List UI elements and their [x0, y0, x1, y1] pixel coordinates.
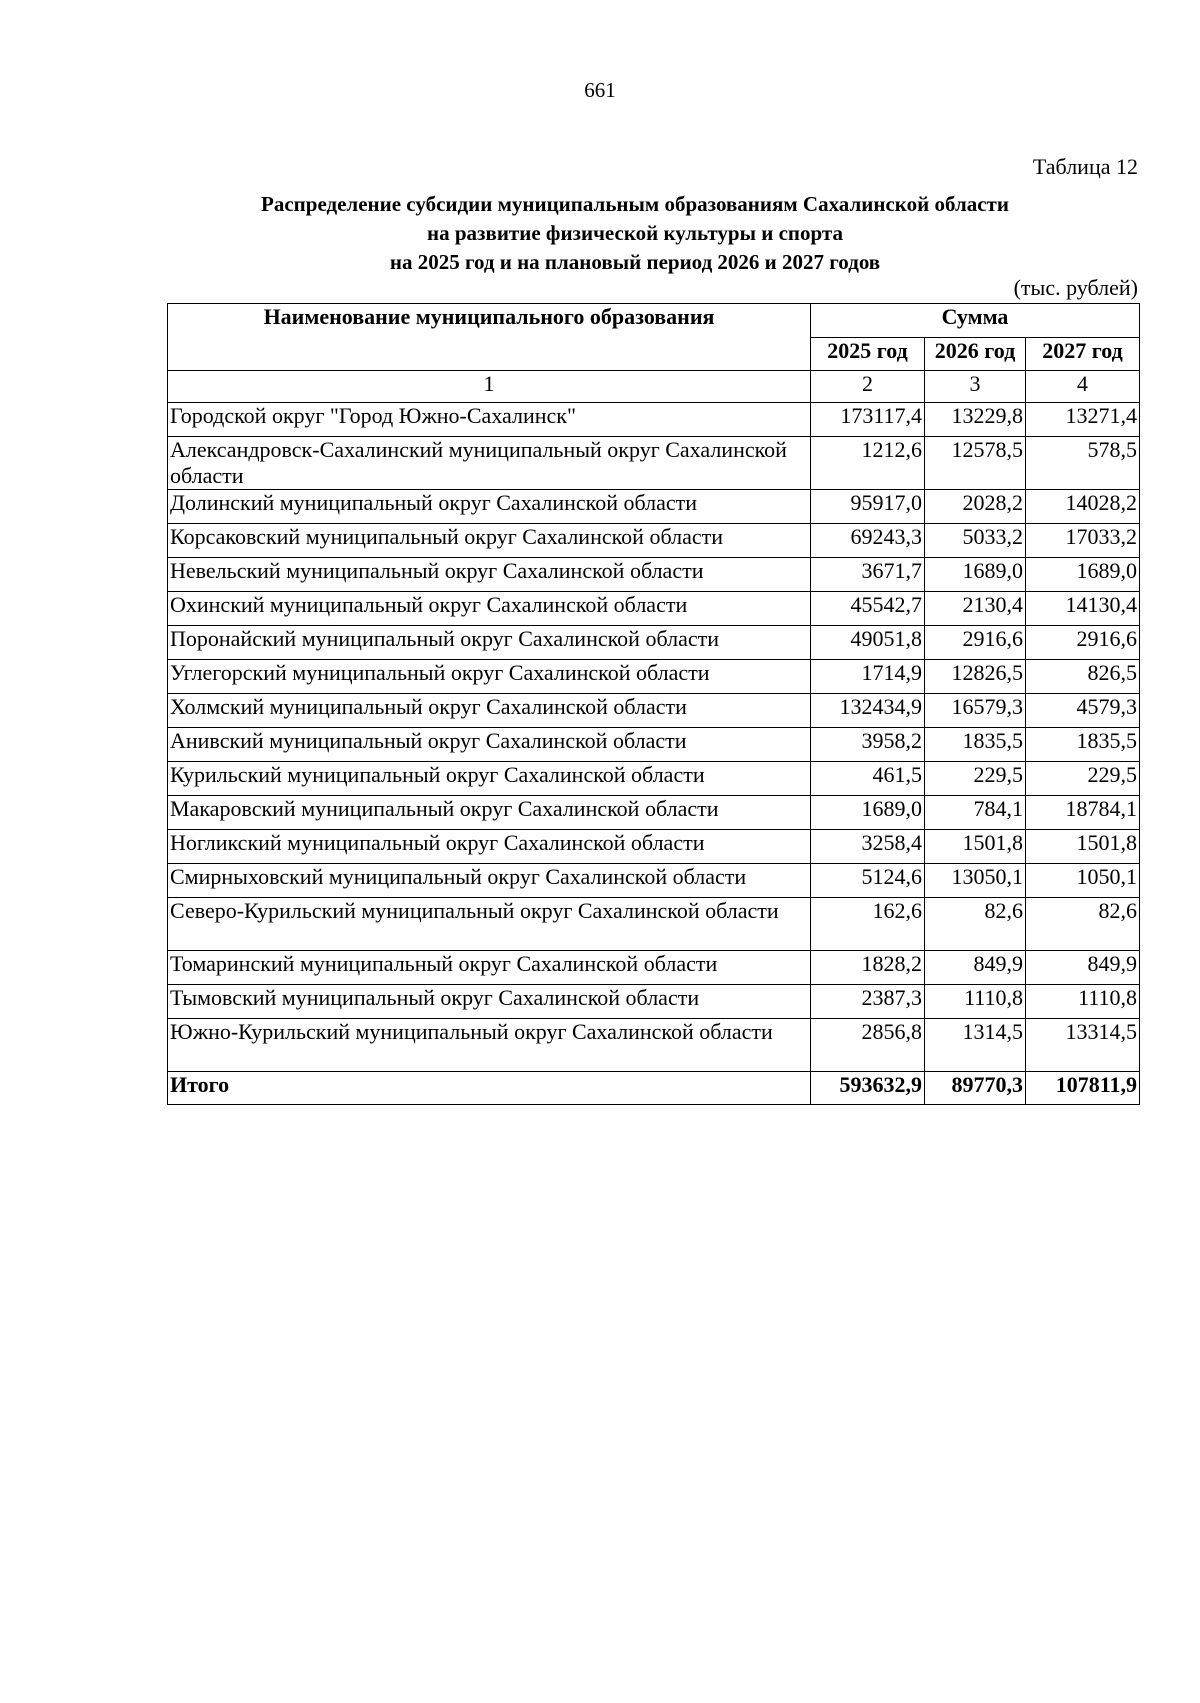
header-2025: 2025 год: [811, 338, 925, 371]
value-2025: 1212,6: [811, 437, 925, 490]
col-number-1: 1: [168, 371, 811, 403]
value-2027: 14028,2: [1026, 490, 1140, 524]
municipality-name: Томаринский муниципальный округ Сахалинской области: [168, 951, 811, 985]
table-row: [168, 694, 1140, 728]
municipality-name: Охинский муниципальный округ Сахалинской области: [168, 592, 811, 626]
value-2025: 3958,2: [811, 728, 925, 762]
table-row: [168, 660, 1140, 694]
value-2027: 13314,5: [1026, 1019, 1140, 1072]
total-2027: 107811,9: [1026, 1072, 1140, 1105]
value-2026: 1110,8: [925, 985, 1026, 1019]
municipality-name: Невельский муниципальный округ Сахалинской области: [168, 558, 811, 592]
value-2027: 826,5: [1026, 660, 1140, 694]
value-2025: 2387,3: [811, 985, 925, 1019]
municipality-name: Макаровский муниципальный округ Сахалинской области: [168, 796, 811, 830]
table-label: Таблица 12: [1032, 154, 1138, 179]
value-2025: 45542,7: [811, 592, 925, 626]
value-2026: 12578,5: [925, 437, 1026, 490]
table-row: [168, 490, 1140, 524]
value-2026: 784,1: [925, 796, 1026, 830]
municipality-name: Ногликский муниципальный округ Сахалинской области: [168, 830, 811, 864]
value-2027: 1110,8: [1026, 985, 1140, 1019]
col-number-2: 2: [811, 371, 925, 403]
value-2027: 1689,0: [1026, 558, 1140, 592]
document-title: [0, 190, 1200, 277]
total-2026: 89770,3: [925, 1072, 1026, 1105]
value-2026: 1689,0: [925, 558, 1026, 592]
table-row: [168, 864, 1140, 898]
col-number-4: 4: [1026, 371, 1140, 403]
value-2026: 82,6: [925, 898, 1026, 951]
value-2025: 69243,3: [811, 524, 925, 558]
table-row: [168, 558, 1140, 592]
value-2025: 173117,4: [811, 403, 925, 437]
value-2025: 5124,6: [811, 864, 925, 898]
value-2026: 16579,3: [925, 694, 1026, 728]
value-2025: 3671,7: [811, 558, 925, 592]
title-line-3: на 2025 год и на плановый период 2026 и 2027 годов: [389, 250, 881, 274]
value-2026: 5033,2: [925, 524, 1026, 558]
table-row: [168, 898, 1140, 951]
header-2026: 2026 год: [925, 338, 1026, 371]
value-2027: 82,6: [1026, 898, 1140, 951]
value-2027: 1835,5: [1026, 728, 1140, 762]
units-label: (тыс. рублей): [1013, 275, 1138, 300]
value-2026: 1501,8: [925, 830, 1026, 864]
value-2026: 2916,6: [925, 626, 1026, 660]
municipality-name: Северо-Курильский муниципальный округ Сахалинской области: [168, 898, 811, 951]
value-2025: 49051,8: [811, 626, 925, 660]
municipality-name: Долинский муниципальный округ Сахалинской области: [168, 490, 811, 524]
table-row: [168, 830, 1140, 864]
table-row: [168, 524, 1140, 558]
title-line-2: на развитие физической культуры и спорта: [427, 221, 843, 245]
table-row: [168, 1019, 1140, 1072]
value-2026: 1314,5: [925, 1019, 1026, 1072]
municipality-name: Тымовский муниципальный округ Сахалинской области: [168, 985, 811, 1019]
value-2027: 849,9: [1026, 951, 1140, 985]
municipality-name: Александровск-Сахалинский муниципальный округ Сахалинской области: [168, 437, 811, 490]
value-2025: 162,6: [811, 898, 925, 951]
value-2027: 2916,6: [1026, 626, 1140, 660]
page-number: 661: [584, 78, 616, 102]
municipality-name: Курильский муниципальный округ Сахалинской области: [168, 762, 811, 796]
value-2027: 18784,1: [1026, 796, 1140, 830]
value-2026: 1835,5: [925, 728, 1026, 762]
value-2026: 229,5: [925, 762, 1026, 796]
total-row: [168, 1072, 1140, 1105]
table-row: [168, 403, 1140, 437]
value-2025: 1714,9: [811, 660, 925, 694]
table-row: [168, 762, 1140, 796]
col-number-3: 3: [925, 371, 1026, 403]
value-2025: 3258,4: [811, 830, 925, 864]
header-2027: 2027 год: [1026, 338, 1140, 371]
header-name: Наименование муниципального образования: [168, 304, 811, 371]
municipality-name: Холмский муниципальный округ Сахалинской области: [168, 694, 811, 728]
value-2026: 13229,8: [925, 403, 1026, 437]
value-2026: 2028,2: [925, 490, 1026, 524]
value-2025: 2856,8: [811, 1019, 925, 1072]
value-2027: 13271,4: [1026, 403, 1140, 437]
municipality-name: Корсаковский муниципальный округ Сахалинской области: [168, 524, 811, 558]
value-2026: 13050,1: [925, 864, 1026, 898]
municipality-name: Смирныховский муниципальный округ Сахалинской области: [168, 864, 811, 898]
value-2025: 132434,9: [811, 694, 925, 728]
municipality-name: Поронайский муниципальный округ Сахалинской области: [168, 626, 811, 660]
value-2026: 12826,5: [925, 660, 1026, 694]
value-2026: 849,9: [925, 951, 1026, 985]
table-row: [168, 951, 1140, 985]
municipality-name: Городской округ "Город Южно-Сахалинск": [168, 403, 811, 437]
value-2025: 1828,2: [811, 951, 925, 985]
value-2027: 1501,8: [1026, 830, 1140, 864]
total-label: Итого: [168, 1072, 811, 1105]
table-row: [168, 728, 1140, 762]
municipality-name: Анивский муниципальный округ Сахалинской области: [168, 728, 811, 762]
table-row: [168, 437, 1140, 490]
table-row: [168, 626, 1140, 660]
municipality-name: Южно-Курильский муниципальный округ Сахалинской области: [168, 1019, 811, 1072]
value-2027: 4579,3: [1026, 694, 1140, 728]
table-row: [168, 592, 1140, 626]
value-2027: 17033,2: [1026, 524, 1140, 558]
value-2025: 1689,0: [811, 796, 925, 830]
value-2027: 1050,1: [1026, 864, 1140, 898]
value-2027: 14130,4: [1026, 592, 1140, 626]
value-2026: 2130,4: [925, 592, 1026, 626]
table-row: [168, 796, 1140, 830]
municipality-name: Углегорский муниципальный округ Сахалинской области: [168, 660, 811, 694]
value-2027: 578,5: [1026, 437, 1140, 490]
table-row: [168, 985, 1140, 1019]
total-2025: 593632,9: [811, 1072, 925, 1105]
header-sum: Сумма: [811, 304, 1140, 338]
value-2025: 461,5: [811, 762, 925, 796]
subsidy-table: [167, 303, 1140, 1105]
value-2027: 229,5: [1026, 762, 1140, 796]
title-line-1: Распределение субсидии муниципальным образованиям Сахалинской области: [261, 192, 1009, 216]
value-2025: 95917,0: [811, 490, 925, 524]
